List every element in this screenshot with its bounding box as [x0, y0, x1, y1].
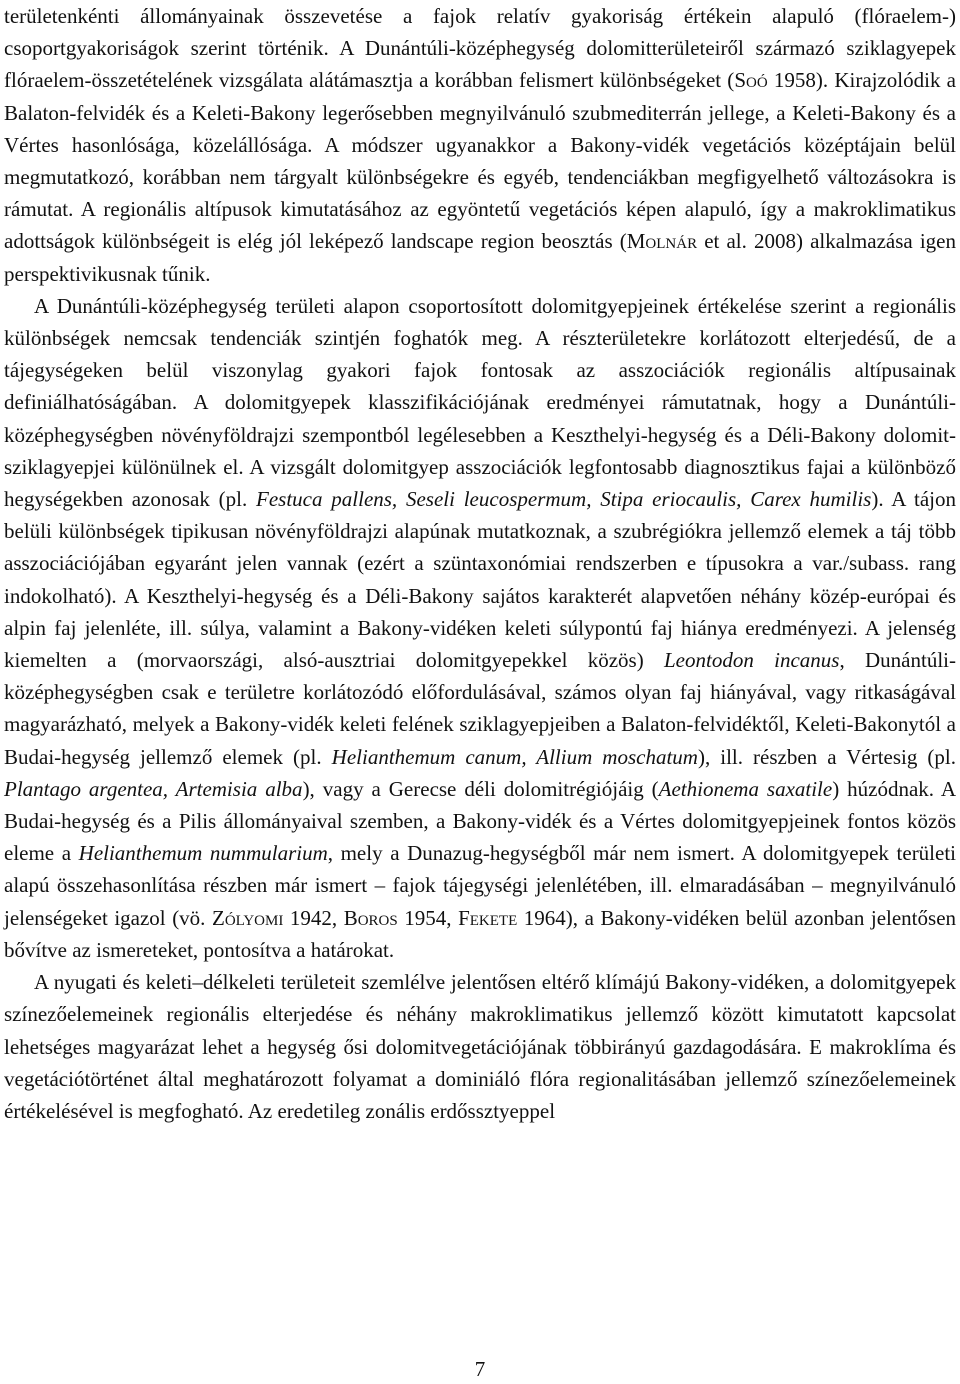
- text-run: 1964), a Bakony-vidéken belül azonban jelentősen bővítve az ismereteket, pontosítva a határokat.: [4, 905, 957, 962]
- text-run: ), ill. részben a Vértesig (pl.: [697, 744, 956, 769]
- species-name: Helianthemum nummularium: [78, 841, 328, 866]
- author-citation: Boros: [343, 905, 398, 930]
- paragraph-2: [4, 290, 956, 966]
- text-run: A nyugati és keleti–délkeleti területeit szemlélve jelentősen eltérő klímájú Bakony-vidéken, a dolomitgyepek színezőelemeinek regionális elterjedése és néhány makroklimatikus jellemző között kimutatott kapcsolat lehetséges magyarázat lehet a hegység ősi dolomitvegetációjának többirányú gazdagodására. E makroklíma és vegetációtörténet által meghatározott folyamat a dominiáló flóra regionalitásában jellemző színezőelemeinek értékelésével is megfogható. Az eredetileg zonális erdőssztyeppel: [4, 970, 956, 1123]
- author-citation: Soó: [734, 68, 768, 93]
- species-name: Plantago argentea, Artemisia alba: [4, 776, 303, 801]
- paragraph-1: [4, 0, 956, 290]
- text-run: , mely a Dunazug-hegységből már nem ismert. A dolomitgyepek területi alapú összehasonlítása részben már ismert – fajok tájegységi jelenlétében, ill. elmaradásában – megnyilvánuló jelenségeket igazol (vö.: [4, 841, 957, 930]
- text-run: 1954,: [397, 905, 459, 930]
- author-citation: Zólyomi: [212, 905, 284, 930]
- species-name: Aethionema saxatile: [658, 776, 833, 801]
- text-run: et al. 2008) alkalmazása igen perspektivikusnak tűnik.: [4, 229, 956, 286]
- species-name: Helianthemum canum, Allium moschatum: [331, 744, 698, 769]
- text-run: ). A tájon belüli különbségek tipikusan növényföldrajzi alapúnak mutatkoznak, a szubrégiókra jellemző elemek a táj több asszociációjában egyaránt jelen vannak (ezért a szüntaxonómiai rendszerben e típusokra a var./subass. rang indokolható). A Keszthelyi-hegység és a Déli-Bakony sajátos karakterét alapvetően néhány közép-európai és alpin faj jelenléte, ill. súlya, valamint a Bakony-vidéken keleti súlypontú faj hiánya eredményezi. A jelenség kiemelten a (morvaországi, alsó-ausztriai dolomitgyepekkel közös): [4, 487, 956, 673]
- text-run: ), vagy a Gerecse déli dolomitrégiójáig (: [302, 776, 659, 801]
- page-number: 7: [474, 1357, 486, 1381]
- text-run: ) húzódnak. A Budai-hegység és a Pilis állományaival szemben, a Bakony-vidék és a Vértes dolomitgyepjeinek fontos közös eleme a: [4, 776, 956, 866]
- document-page: [4, 0, 956, 1127]
- author-citation: Molnár: [626, 229, 698, 254]
- text-run: területenkénti állományainak összevetése a fajok relatív gyakoriság értékein alapuló (flóraelem-) csoportgyakoriságok szerint történik. A Dunántúli-középhegység dolomitterületeiről származó sziklagyepek flóraelem-összetételének vizsgálata alátámasztja a korábban felismert különbségeket (: [4, 4, 956, 93]
- text-run: , Dunántúli-középhegységben csak e területre korlátozódó előfordulásával, számos olyan faj hiányával, vagy ritkaságával magyarázható, melyek a Bakony-vidék keleti felének sziklagyepjeiben a Balaton-felvidéktől, Keleti-Bakonytól a Budai-hegység jellemző elemek (pl.: [4, 648, 956, 769]
- author-citation: Fekete: [458, 905, 518, 930]
- paragraph-3: [4, 966, 956, 1127]
- species-name: Leontodon incanus: [664, 648, 840, 673]
- text-run: A Dunántúli-középhegység területi alapon csoportosított dolomitgyepjeinek értékelése szerint a regionális különbségek nemcsak tendenciák szintjén foghatók meg. A részterületekre korlátozott elterjedésű, de a tájegységeken belül viszonylag gyakori fajok fontosak az asszociációk regionális altípusainak definiálhatóságában. A dolomitgyepek klasszifikációjának eredményei rámutatnak, hogy a Dunántúli-középhegységben növényföldrajzi szempontból legélesebben a Keszthelyi-hegység és a Déli-Bakony dolomit-sziklagyepjei különülnek el. A vizsgált dolomitgyep asszociációk legfontosabb diagnosztikus fajai a különböző hegységekben azonosak (pl.: [4, 293, 956, 512]
- species-name: Festuca pallens, Seseli leucospermum, Stipa eriocaulis, Carex humilis: [256, 487, 872, 512]
- text-run: 1942,: [283, 905, 344, 930]
- text-run: 1958). Kirajzolódik a Balaton-felvidék és a Keleti-Bakony legerősebben megnyilvánuló szubmediterrán jellege, a Keleti-Bakony és a Vértes hasonlósága, közelállósága. A módszer ugyanakkor a Bakony-vidék vegetációs középtájain belül megmutatkozó, korábban nem tárgyalt különbségekre és egyéb, tendenciákban megfigyelhető változásokra is rámutat. A regionális altípusok kimutatásához az egyöntetű vegetációs képen alapuló, így a makroklimatikus adottságok különbségeit is elég jól leképező landscape region beosztás (: [4, 68, 957, 254]
